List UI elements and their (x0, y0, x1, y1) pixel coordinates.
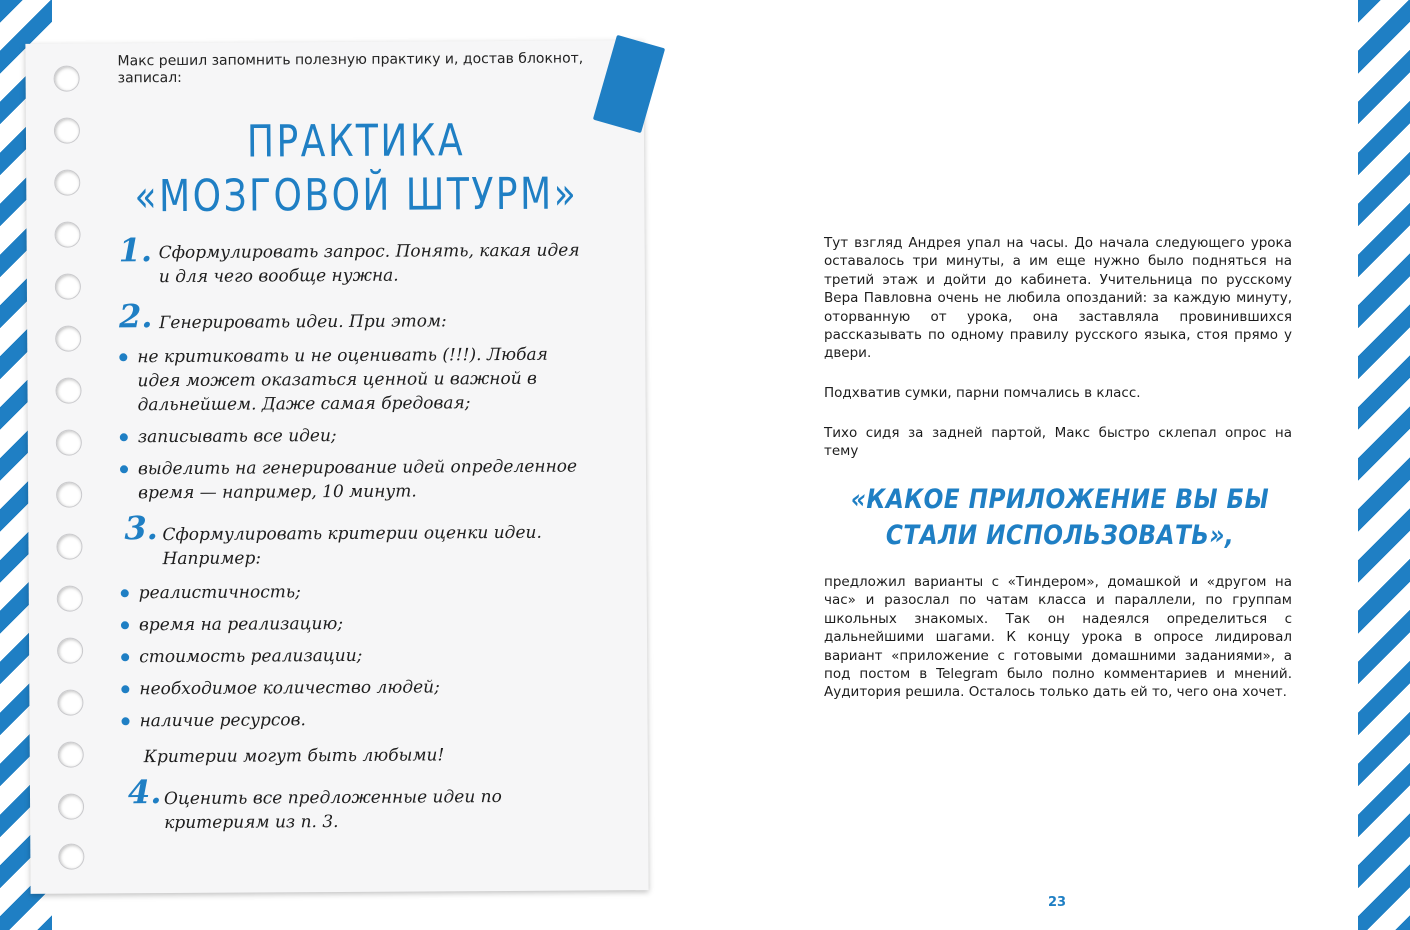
ring-hole (55, 274, 81, 300)
ring-hole (56, 482, 82, 508)
ring-hole (58, 844, 84, 870)
paragraph: Подхватив сумки, парни помчались в класс. (824, 385, 1141, 401)
ring-hole (57, 690, 83, 716)
list-item: наличие ресурсов. (139, 710, 306, 732)
list-item: необходимое количество людей; (139, 677, 440, 700)
bullet-dot (121, 653, 129, 661)
practice-title-line1: ПРАКТИКА (246, 115, 466, 168)
ring-hole (58, 794, 84, 820)
step-text: Сформулировать критерии оценки идеи. Например: (162, 522, 542, 570)
ring-hole (57, 638, 83, 664)
list-item: не критиковать и не оценивать (!!!). Любая идея может оказаться ценной и важной в дальнейшем. Даже самая бредовая; (137, 344, 548, 416)
ring-hole (54, 66, 80, 92)
ring-hole (55, 326, 81, 352)
ring-hole (54, 118, 80, 144)
ring-hole (58, 742, 84, 768)
list-item: записывать все идеи; (137, 426, 337, 448)
practice-title-line2: «МОЗГОВОЙ ШТУРМ» (134, 168, 579, 223)
bullet-dot (121, 685, 129, 693)
step-number: 1. (118, 231, 153, 270)
ring-hole (54, 170, 80, 196)
list-item: выделить на генерирование идей определенное время — например, 10 минут. (137, 456, 578, 504)
step-text: Сформулировать запрос. Понять, какая идея и для чего вообще нужна. (158, 240, 580, 288)
ring-hole (54, 222, 80, 248)
ring-hole (57, 586, 83, 612)
criteria-note: Критерии могут быть любыми! (143, 745, 445, 768)
right-stripe-border (1358, 0, 1410, 930)
list-item: стоимость реализации; (139, 645, 363, 668)
notebook-intro: Макс решил запомнить полезную практику и, достав блокнот, записал: (117, 50, 584, 87)
bullet-dot (119, 353, 127, 361)
page-number: 23 (1047, 895, 1067, 910)
list-item: время на реализацию; (138, 613, 344, 636)
list-item: реалистичность; (138, 582, 301, 604)
step-text: Генерировать идеи. При этом: (159, 311, 447, 334)
paragraph: Тут взгляд Андрея упал на часы. До начала следующего урока оставалось три минуты, а им еще нужно было подняться на третий этаж и дойти до кабинета. Учительница по русскому Вера Павловна очень не любила опозданий: за каждую минуту, оторванную от урока, она заставляла провинившихся рассказывать по одному правилу русского языка, стоя прямо у двери. (824, 235, 1292, 362)
survey-quote: «КАКОЕ ПРИЛОЖЕНИЕ ВЫ БЫ СТАЛИ ИСПОЛЬЗОВАТЬ», (850, 484, 1270, 551)
notebook-sheet (25, 40, 648, 894)
bullet-dot (120, 433, 128, 441)
bullet-dot (122, 717, 130, 725)
ring-hole (56, 430, 82, 456)
step-number: 3. (124, 509, 158, 548)
bullet-dot (120, 465, 128, 473)
step-number: 2. (118, 297, 153, 336)
paragraph: предложил варианты с «Тиндером», домашкой и «другом на час» и разослал по чатам класса и параллели, по группам школьных знакомых. Так он надеялся определиться с дальнейшими шагами. К концу урока в опросе лидировал вариант «приложение с готовыми домашними заданиями», а под постом в Telegram было полно комментариев и мнений. Аудитория решила. Осталось только дать ей то, чего она хочет. (824, 574, 1292, 701)
ring-hole (56, 534, 82, 560)
paragraph: Тихо сидя за задней партой, Макс быстро склепал опрос на тему (824, 425, 1292, 460)
bullet-dot (121, 621, 129, 629)
bullet-dot (121, 589, 129, 597)
step-number: 4. (127, 773, 162, 812)
ring-hole (55, 378, 81, 404)
step-text: Оценить все предложенные идеи по критериям из п. 3. (163, 786, 502, 834)
